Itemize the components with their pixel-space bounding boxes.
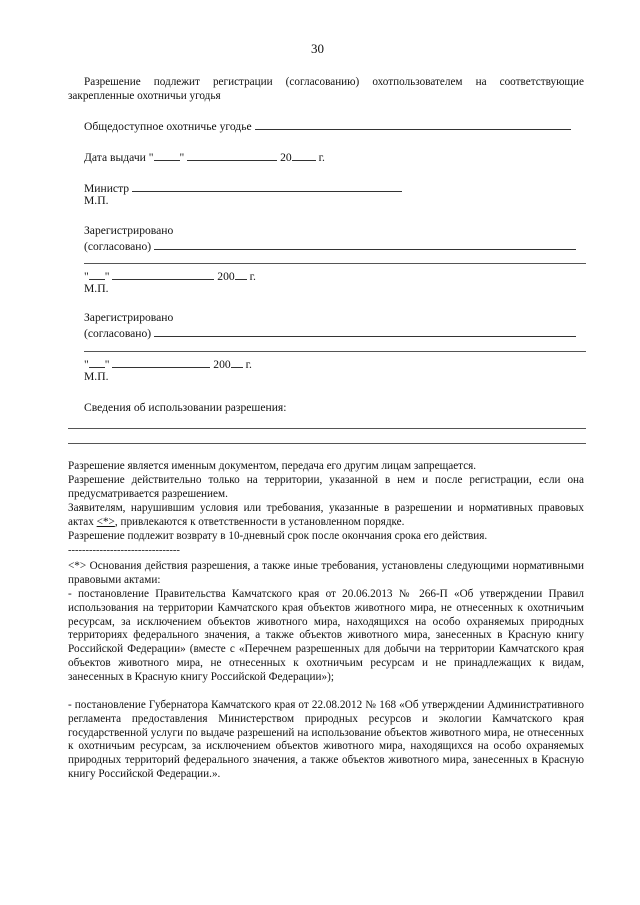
minister-label: Министр — [84, 182, 130, 195]
registered-year-suffix-1: г. — [249, 270, 256, 283]
intro-paragraph: Разрешение подлежит регистрации (согласованию) охотпользователем на соответствующие закрепленные охотничьи угодья — [68, 76, 584, 102]
rule-3-suffix: , привлекаются к ответственности в установленном порядке. — [114, 515, 405, 528]
issue-month-line[interactable] — [187, 149, 277, 161]
rule-1: Разрешение является именным документом, передача его другим лицам запрещается. — [68, 460, 477, 472]
agreed-input-line-2[interactable] — [154, 325, 576, 337]
stamp-place-3: М.П. — [84, 370, 109, 383]
agreed-input-line-1[interactable] — [154, 238, 576, 250]
registered-year-line-1[interactable] — [235, 268, 247, 280]
stamp-place-1: М.П. — [84, 194, 109, 207]
agreed-field-1 — [84, 238, 576, 254]
issue-year-suffix: г. — [318, 151, 325, 164]
usage-info-line-2[interactable] — [68, 443, 586, 444]
public-ground-label: Общедоступное охотничье угодье — [84, 120, 252, 133]
minister-field — [84, 180, 402, 196]
issue-year-prefix: 20 — [280, 151, 292, 164]
footnote-reference-link[interactable]: <*> — [96, 515, 115, 528]
issue-date-quote: " — [179, 151, 185, 164]
registered-extra-line-2[interactable] — [84, 351, 586, 352]
registered-year-prefix-2: 200 — [213, 358, 231, 371]
registered-label-1: Зарегистрировано — [84, 224, 174, 237]
registered-month-line-1[interactable] — [112, 268, 214, 280]
usage-info-label: Сведения об использовании разрешения: — [84, 401, 287, 414]
registered-label-2: Зарегистрировано — [84, 311, 174, 324]
issue-date-field — [84, 149, 325, 165]
registered-year-prefix-1: 200 — [217, 270, 235, 283]
footnote-item-2: - постановление Губернатора Камчатского края от 22.08.2012 № 168 «Об утверждении Административного регламента предоставления Министерством природных ресурсов и экологии Камчатского края государственной услуги по выдаче разрешений на использование объектов животного мира, не отнесенных к охотничьим ресурсам, за исключением объектов животного мира, находящихся на особо охраняемых природных территорий федерального значения, а также объектов животного мира, занесенных в Красную книгу Российской Федерации.». — [68, 699, 584, 780]
issue-day-line[interactable] — [154, 149, 180, 161]
stamp-place-2: М.П. — [84, 282, 109, 295]
registered-date-1 — [84, 268, 256, 284]
registered-date-open-quote-2: " — [84, 358, 89, 371]
agreed-label-2: (согласовано) — [84, 327, 152, 340]
registered-extra-line-1[interactable] — [84, 263, 586, 264]
issue-year-line[interactable] — [292, 149, 316, 161]
registered-year-suffix-2: г. — [245, 358, 252, 371]
registered-date-close-quote-2: " — [104, 358, 110, 371]
registered-day-line-1[interactable] — [89, 268, 105, 280]
agreed-field-2 — [84, 325, 576, 341]
registered-month-line-2[interactable] — [112, 356, 210, 368]
public-ground-field — [84, 118, 571, 134]
issue-date-label: Дата выдачи " — [84, 151, 154, 164]
usage-info-line-1[interactable] — [68, 428, 586, 429]
registered-date-2 — [84, 356, 252, 372]
agreed-label-1: (согласовано) — [84, 240, 152, 253]
registered-year-line-2[interactable] — [231, 356, 243, 368]
footnote-separator: -------------------------------- — [68, 545, 180, 556]
footnote-intro: <*> Основания действия разрешения, а также иные требования, установлены следующими нормативными правовыми актами: — [68, 560, 584, 586]
minister-signature-line[interactable] — [132, 180, 402, 192]
registered-date-close-quote-1: " — [104, 270, 110, 283]
rule-3-prefix: Заявителям, нарушившим условия или требования, указанные в разрешении и нормативных правовых актах — [68, 502, 584, 528]
registered-day-line-2[interactable] — [89, 356, 105, 368]
rule-4: Разрешение подлежит возврату в 10-дневный срок после окончания срока его действия. — [68, 530, 488, 542]
public-ground-input-line[interactable] — [255, 118, 571, 130]
registered-date-open-quote-1: " — [84, 270, 89, 283]
page-number: 30 — [311, 41, 324, 56]
rule-2: Разрешение действительно только на территории, указанной в нем и после регистрации, если она предусматривается разрешением. — [68, 474, 584, 500]
rule-3 — [68, 502, 584, 530]
footnote-item-1: - постановление Правительства Камчатского края от 20.06.2013 № 266-П «Об утверждении Правил использования на территории Камчатского края объектов животного мира, не отнесенных к охотничьим ресурсам, за исключением объектов животного мира, находящихся на особо охраняемых природных территориях федерального значения, а также объектов животного мира, занесенных в Красную книгу Российской Федерации» (вместе с «Перечнем разрешенных для добычи на территории Камчатского края объектов животного мира, не отнесенных к охотничьим ресурсам и не принадлежащих к видам, занесенных в Красную книгу Российской Федерации»); — [68, 588, 584, 683]
